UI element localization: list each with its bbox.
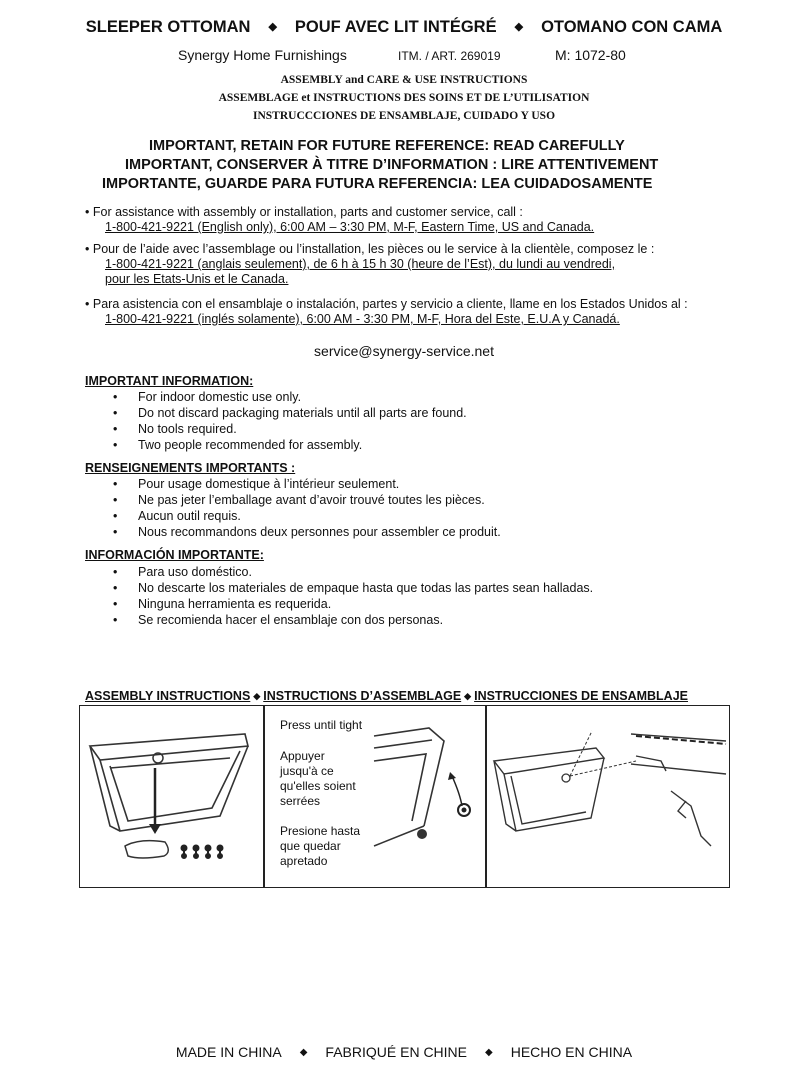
important-notice-fr: IMPORTANT, CONSERVER À TITRE D’INFORMATION : LIRE ATTENTIVEMENT <box>125 157 659 173</box>
diamond-icon: ◆ <box>485 1047 493 1058</box>
bullet-icon: • <box>113 597 118 611</box>
bullet-icon: • <box>113 493 118 507</box>
list-item: • Nous recommandons deux personnes pour assembler ce produit. <box>113 525 501 539</box>
assistance-es: • Para asistencia con el ensamblaje o instalación, partes y servicio a cliente, llame en los Estados Unidos al : <box>85 297 688 311</box>
bullet-icon: • <box>113 525 118 539</box>
list-item: • Aucun outil requis. <box>113 509 241 523</box>
list-item: • For indoor domestic use only. <box>113 390 302 404</box>
diamond-icon: ◆ <box>268 21 277 33</box>
bullet-icon: • <box>85 297 90 311</box>
list-item: • Para uso doméstico. <box>113 565 252 579</box>
diamond-icon: ◆ <box>514 21 524 33</box>
made-in-row <box>0 1044 808 1060</box>
ottoman-frame-illustration <box>80 706 264 887</box>
made-in-en: MADE IN CHINA <box>175 1044 282 1060</box>
instructions-title-en: ASSEMBLY and CARE & USE INSTRUCTIONS <box>280 74 528 86</box>
assembly-panel-1 <box>79 705 265 888</box>
list-item: • Se recomienda hacer el ensamblaje con dos personas. <box>113 613 444 627</box>
bullet-icon: • <box>85 205 90 219</box>
phone-contact-es[interactable]: 1-800-421-9221 (inglés solamente), 6:00 AM - 3:30 PM, M-F, Hora del Este, E.U.A y Canadá. <box>105 312 620 326</box>
bullet-icon: • <box>113 565 118 579</box>
assembly-panel-2 <box>263 705 487 888</box>
bullet-icon: • <box>113 438 118 452</box>
info-heading-fr: RENSEIGNEMENTS IMPORTANTS : <box>85 461 296 475</box>
list-item: • No descarte los materiales de empaque hasta que todas las partes sean halladas. <box>113 581 594 595</box>
leg-attachment-illustration <box>364 706 486 887</box>
press-until-tight-fr: Appuyer jusqu'à ce qu'elles soient serrées <box>280 749 356 808</box>
item-number: ITM. / ART. 269019 <box>398 49 501 63</box>
assembly-panel-3 <box>485 705 730 888</box>
press-until-tight-en: Press until tight <box>280 718 363 732</box>
bullet-icon: • <box>113 390 118 404</box>
diamond-icon: ◆ <box>253 691 261 701</box>
assembly-heading: ASSEMBLY INSTRUCTIONS ◆ INSTRUCTIONS D’ASSEMBLAGE ◆ INSTRUCCIONES DE ENSAMBLAJE <box>85 689 689 703</box>
bullet-icon: • <box>113 509 118 523</box>
list-item: • Ninguna herramienta es requerida. <box>113 597 332 611</box>
list-item: • No tools required. <box>113 422 237 436</box>
title-es: OTOMANO CON CAMA <box>541 18 723 36</box>
assistance-en: • For assistance with assembly or installation, parts and customer service, call : <box>85 205 523 219</box>
list-item: • Pour usage domestique à l’intérieur seulement. <box>113 477 400 491</box>
bullet-icon: • <box>113 581 118 595</box>
bullet-icon: • <box>113 613 118 627</box>
service-email[interactable]: service@synergy-service.net <box>314 343 494 359</box>
brand-name: Synergy Home Furnishings <box>178 47 347 63</box>
diamond-icon: ◆ <box>299 1047 308 1058</box>
bullet-icon: • <box>113 406 118 420</box>
bullet-icon: • <box>113 422 118 436</box>
bullet-icon: • <box>113 477 118 491</box>
title-fr: POUF AVEC LIT INTÉGRÉ <box>294 18 497 36</box>
product-title-row <box>0 18 808 37</box>
diamond-icon: ◆ <box>464 691 472 701</box>
bullet-icon: • <box>85 242 90 256</box>
list-item: • Two people recommended for assembly. <box>113 438 363 452</box>
instructions-title-fr: ASSEMBLAGE et INSTRUCTIONS DES SOINS ET DE L’UTILISATION <box>218 92 590 104</box>
phone-contact-fr-2[interactable]: pour les Etats-Unis et le Canada. <box>105 272 289 286</box>
frame-detail-illustration <box>486 706 729 887</box>
important-notice-es: IMPORTANTE, GUARDE PARA FUTURA REFERENCIA: LEA CUIDADOSAMENTE <box>102 176 653 192</box>
list-item: • Ne pas jeter l’emballage avant d’avoir trouvé toutes les pièces. <box>113 493 485 507</box>
important-notice-en: IMPORTANT, RETAIN FOR FUTURE REFERENCE: READ CAREFULLY <box>149 138 625 154</box>
press-until-tight-es: Presione hasta que quedar apretado <box>280 824 361 868</box>
info-heading-en: IMPORTANT INFORMATION: <box>85 374 254 388</box>
phone-contact-fr[interactable]: 1-800-421-9221 (anglais seulement), de 6 h à 15 h 30 (heure de l’Est), du lundi au vendredi, <box>105 257 616 271</box>
phone-contact-en[interactable]: 1-800-421-9221 (English only), 6:00 AM – 3:30 PM, M-F, Eastern Time, US and Canada. <box>105 220 595 234</box>
instructions-title-es: INSTRUCCCIONES DE ENSAMBLAJE, CUIDADO Y USO <box>252 110 556 122</box>
list-item: • Do not discard packaging materials until all parts are found. <box>113 406 467 420</box>
title-en: SLEEPER OTTOMAN <box>85 18 251 36</box>
info-heading-es: INFORMACIÓN IMPORTANTE: <box>85 548 264 562</box>
made-in-es: HECHO EN CHINA <box>510 1044 633 1060</box>
made-in-fr: FABRIQUÉ EN CHINE <box>325 1044 468 1060</box>
assistance-fr: • Pour de l’aide avec l’assemblage ou l’installation, les pièces ou le service à la clientèle, composez le : <box>85 242 655 256</box>
model-number: M: 1072-80 <box>555 47 626 63</box>
